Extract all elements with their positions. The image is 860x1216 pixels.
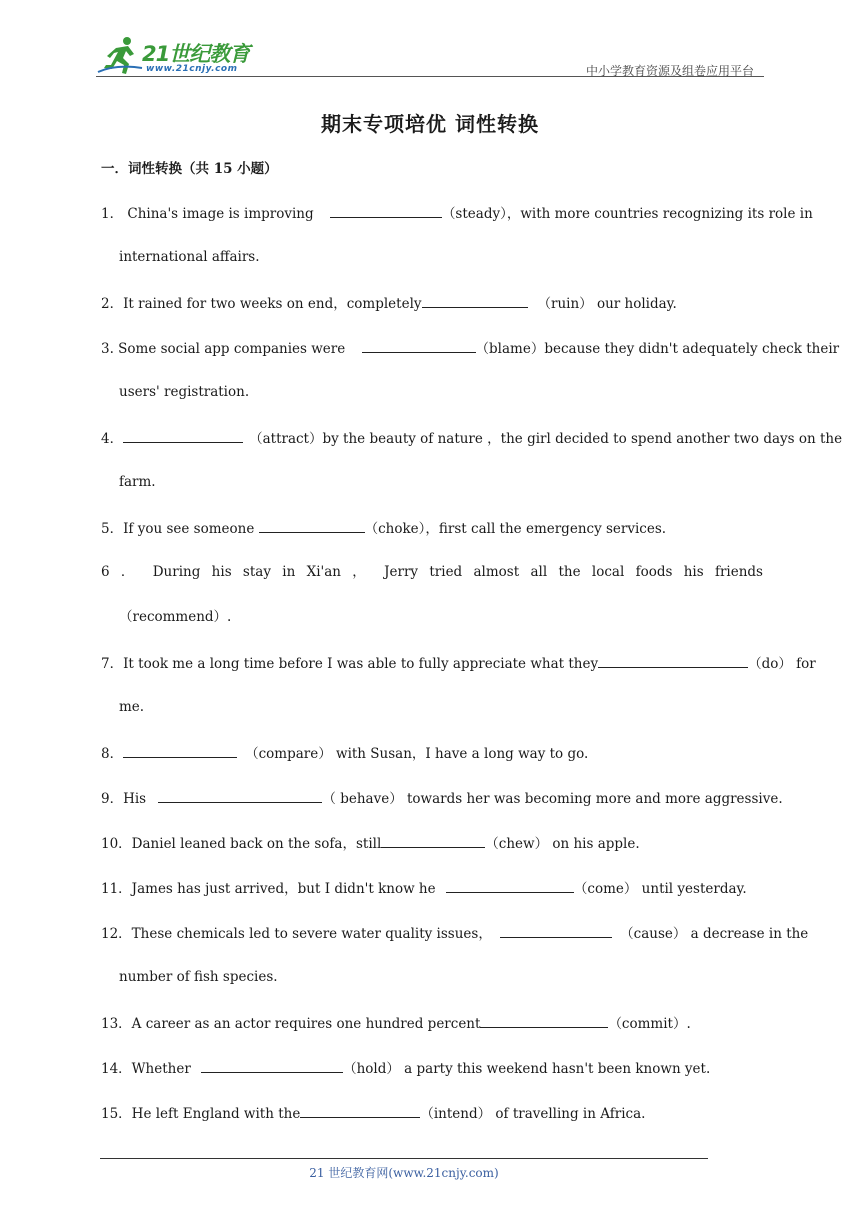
answer-blank[interactable] [330, 203, 442, 218]
answer-blank[interactable] [201, 1058, 343, 1073]
answer-blank[interactable] [362, 338, 476, 353]
question-9-line-1: 9．His （ behave） towards her was becoming more and more aggressive. [101, 788, 763, 808]
question-5-line-1: 5．If you see someone （choke），first call the emergency services. [101, 518, 763, 538]
answer-blank[interactable] [259, 518, 365, 533]
runner-logo-icon [96, 34, 144, 78]
page-title: 期末专项培优 词性转换 [321, 112, 539, 136]
header-divider [96, 76, 764, 77]
answer-blank[interactable] [422, 293, 528, 308]
answer-blank[interactable] [300, 1103, 420, 1118]
question-3-line-2: users' registration. [119, 384, 250, 400]
page-header [96, 34, 764, 78]
answer-blank[interactable] [158, 788, 322, 803]
logo-url: www.21cnjy.com [146, 64, 238, 74]
question-7-line-2: me. [119, 699, 145, 715]
answer-blank[interactable] [446, 878, 574, 893]
question-1-line-1: 1． China's image is improving （steady），with more countries recognizing its role in [101, 203, 763, 223]
question-11-line-1: 11．James has just arrived，but I didn't know he （come） until yesterday. [101, 878, 763, 898]
question-3-line-1: 3. Some social app companies were （blame）because they didn't adequately check their [101, 338, 763, 358]
section-heading: 一．词性转换（共 15 小题） [101, 161, 278, 177]
question-13-line-1: 13．A career as an actor requires one hundred percent （commit）. [101, 1013, 763, 1033]
question-8-line-1: 8． （compare） with Susan，I have a long way to go. [101, 743, 763, 763]
question-12-line-1: 12．These chemicals led to severe water quality issues， （cause） a decrease in the [101, 923, 763, 943]
question-15-line-1: 15．He left England with the （intend） of travelling in Africa. [101, 1103, 763, 1123]
question-7-line-1: 7．It took me a long time before I was able to fully appreciate what they （do） for [101, 653, 763, 673]
question-2-line-1: 2．It rained for two weeks on end，completely （ruin） our holiday. [101, 293, 763, 313]
question-4-line-1: 4． （attract）by the beauty of nature ，the girl decided to spend another two days on the [101, 428, 763, 448]
question-10-line-1: 10．Daniel leaned back on the sofa，still （chew） on his apple. [101, 833, 763, 853]
question-4-line-2: farm. [119, 474, 156, 490]
question-1-line-2: international affairs. [119, 249, 260, 265]
answer-blank[interactable] [480, 1013, 608, 1028]
answer-blank[interactable] [500, 923, 612, 938]
footer-divider [100, 1158, 708, 1159]
logo [96, 34, 266, 78]
answer-blank[interactable] [123, 743, 237, 758]
answer-blank[interactable] [598, 653, 748, 668]
answer-blank[interactable] [123, 428, 243, 443]
logo-text: 21世纪教育 [142, 42, 250, 66]
answer-blank[interactable] [381, 833, 485, 848]
platform-name: 中小学教育资源及组卷应用平台 [585, 64, 754, 78]
footer-text: 21 世纪教育网(www.21cnjy.com) [309, 1166, 499, 1180]
question-6-line-1: 6 ． During his stay in Xi'an ， Jerry tried almost all the local foods his friends [101, 564, 763, 580]
question-14-line-1: 14．Whether （hold） a party this weekend hasn't been known yet. [101, 1058, 763, 1078]
question-6-line-2: （recommend）. [119, 609, 232, 625]
question-12-line-2: number of fish species. [119, 969, 278, 985]
